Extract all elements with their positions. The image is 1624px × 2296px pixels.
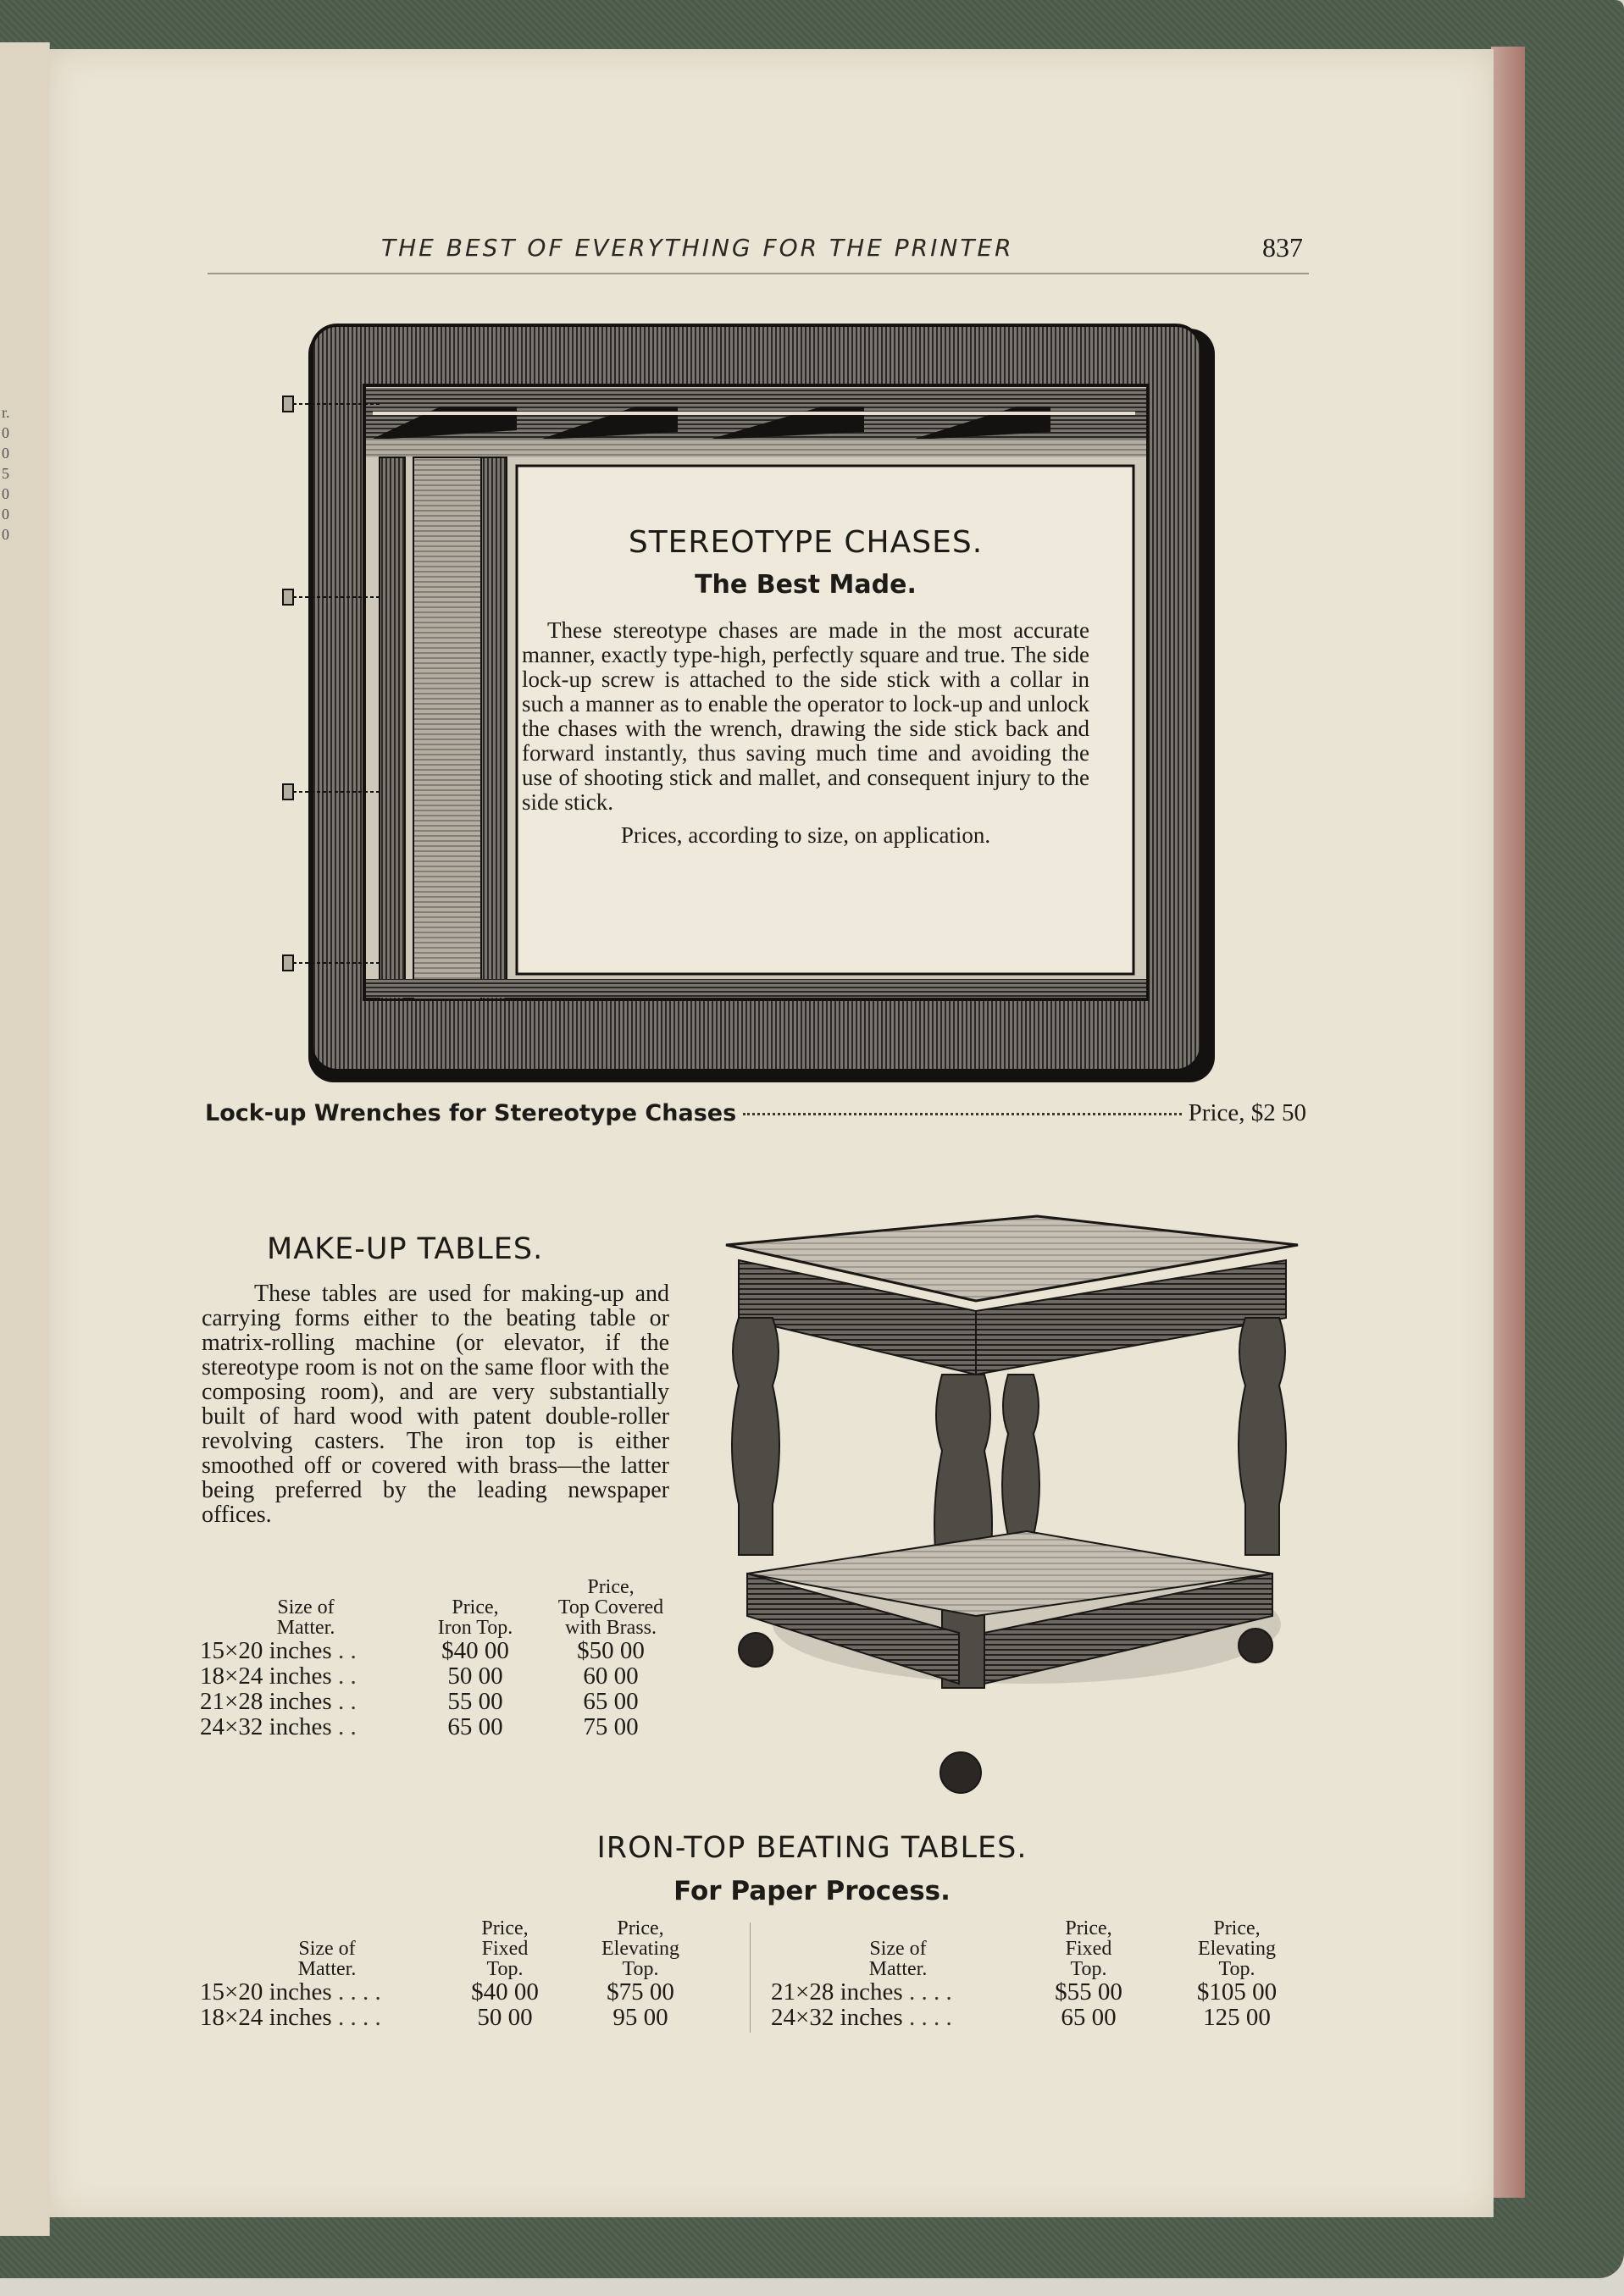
dot-leader: . . (337, 1713, 357, 1740)
table-row (771, 2005, 1322, 2030)
table-row (200, 2005, 725, 2030)
table-row (200, 1689, 683, 1714)
dot-leader: . . (337, 1688, 357, 1715)
beating-price-table-right (771, 1918, 1322, 2030)
fixed-price-cell: 50 00 (477, 2004, 533, 2031)
column-header-fixed-top: Price, Fixed Top. (481, 1917, 529, 1980)
column-divider (750, 1923, 751, 2033)
size-cell: 21×28 inches (771, 1978, 903, 2006)
makeup-tables-body: These tables are used for making-up and carrying forms either to the beating table or matrix-rolling machine (or elevator, if the stereotype room is not on the same floor with the composing room), and are very substantially built of hard wood with patent double-roller revolving casters. The iron top is either smoothed off or covered with brass—the latter being preferred by the leading newspaper offices. (202, 1281, 669, 1528)
stereotype-chases-title: STEREOTYPE CHASES. (628, 525, 984, 560)
running-head: THE BEST OF EVERYTHING FOR THE PRINTER (381, 234, 1014, 262)
fixed-price-cell: 65 00 (1061, 2004, 1117, 2031)
previous-page-fragment: r. 0 0 5 0 0 0 (2, 404, 10, 543)
dot-leader: . . . . (908, 1978, 952, 2006)
size-cell: 24×32 inches (200, 1713, 332, 1740)
size-cell: 15×20 inches (200, 1637, 332, 1664)
brass-price-cell: 65 00 (583, 1688, 639, 1715)
column-header-elevating-top: Price, Elevating Top. (601, 1917, 679, 1980)
size-cell: 21×28 inches (200, 1688, 332, 1715)
elevating-price-cell: 95 00 (612, 2004, 668, 2031)
fixed-price-cell: $40 00 (471, 1978, 539, 2006)
makeup-table-illustration (713, 1176, 1306, 1811)
table-row (771, 1979, 1322, 2005)
wrench-price: Price, $2 50 (1188, 1099, 1306, 1126)
page-number: 837 (1262, 232, 1303, 263)
dot-leader: . . (337, 1663, 357, 1690)
dot-leader (743, 1113, 1182, 1115)
iron-price-cell: $40 00 (441, 1637, 509, 1664)
stereotype-chase-description (515, 474, 1096, 849)
column-header-brass-top: Price, Top Covered with Brass. (557, 1576, 664, 1639)
size-cell: 18×24 inches (200, 1663, 332, 1690)
table-row (200, 1714, 683, 1740)
table-row (200, 1638, 683, 1663)
column-header-size: Size of Matter. (276, 1596, 335, 1639)
iron-price-cell: 65 00 (447, 1713, 503, 1740)
table-row (200, 1979, 725, 2005)
column-header-iron-top: Price, Iron Top. (437, 1596, 513, 1639)
elevating-price-cell: $75 00 (607, 1978, 674, 2006)
stereotype-chases-prices: Prices, according to size, on application. (620, 822, 991, 848)
size-cell: 15×20 inches (200, 1978, 332, 2006)
beating-price-table-left (200, 1918, 725, 2030)
makeup-price-table (200, 1577, 683, 1740)
header-rule (208, 273, 1309, 274)
column-header-size: Size of Matter. (868, 1938, 928, 1980)
previous-page-margin (0, 42, 50, 2236)
iron-price-cell: 55 00 (447, 1688, 503, 1715)
column-header-size: Size of Matter. (297, 1938, 357, 1980)
beating-tables-subtitle: For Paper Process. (673, 1876, 951, 1906)
makeup-tables-title: MAKE-UP TABLES. (267, 1232, 544, 1266)
brass-price-cell: $50 00 (577, 1637, 645, 1664)
brass-price-cell: 75 00 (583, 1713, 639, 1740)
fixed-price-cell: $55 00 (1055, 1978, 1122, 2006)
size-cell: 18×24 inches (200, 2004, 332, 2031)
column-header-elevating-top: Price, Elevating Top. (1198, 1917, 1276, 1980)
iron-price-cell: 50 00 (447, 1663, 503, 1690)
table-row (200, 1663, 683, 1689)
dot-leader: . . . . (908, 2004, 952, 2031)
wrench-price-line (205, 1099, 1306, 1127)
dot-leader: . . (337, 1637, 357, 1664)
stereotype-chases-subtitle: The Best Made. (695, 570, 917, 600)
size-cell: 24×32 inches (771, 2004, 903, 2031)
dot-leader: . . . . (337, 2004, 381, 2031)
dot-leader: . . . . (337, 1978, 381, 2006)
elevating-price-cell: $105 00 (1196, 1978, 1278, 2006)
elevating-price-cell: 125 00 (1203, 2004, 1271, 2031)
page-edges (1491, 47, 1525, 2198)
stereotype-chases-body: These stereotype chases are made in the most accurate manner, exactly type-high, perfectly square and true. The side lock-up screw is attached to the side stick with a collar in such a manner as to enable the operator to lock-up and unlock the chases with the wrench, drawing the side stick back and forward instantly, thus saving much time and avoiding the use of shooting stick and mallet, and consequent injury to the side stick. (522, 617, 1089, 815)
column-header-fixed-top: Price, Fixed Top. (1065, 1917, 1112, 1980)
wrench-label: Lock-up Wrenches for Stereotype Chases (205, 1100, 737, 1126)
beating-tables-title: IRON-TOP BEATING TABLES. (596, 1831, 1028, 1865)
brass-price-cell: 60 00 (583, 1663, 639, 1690)
